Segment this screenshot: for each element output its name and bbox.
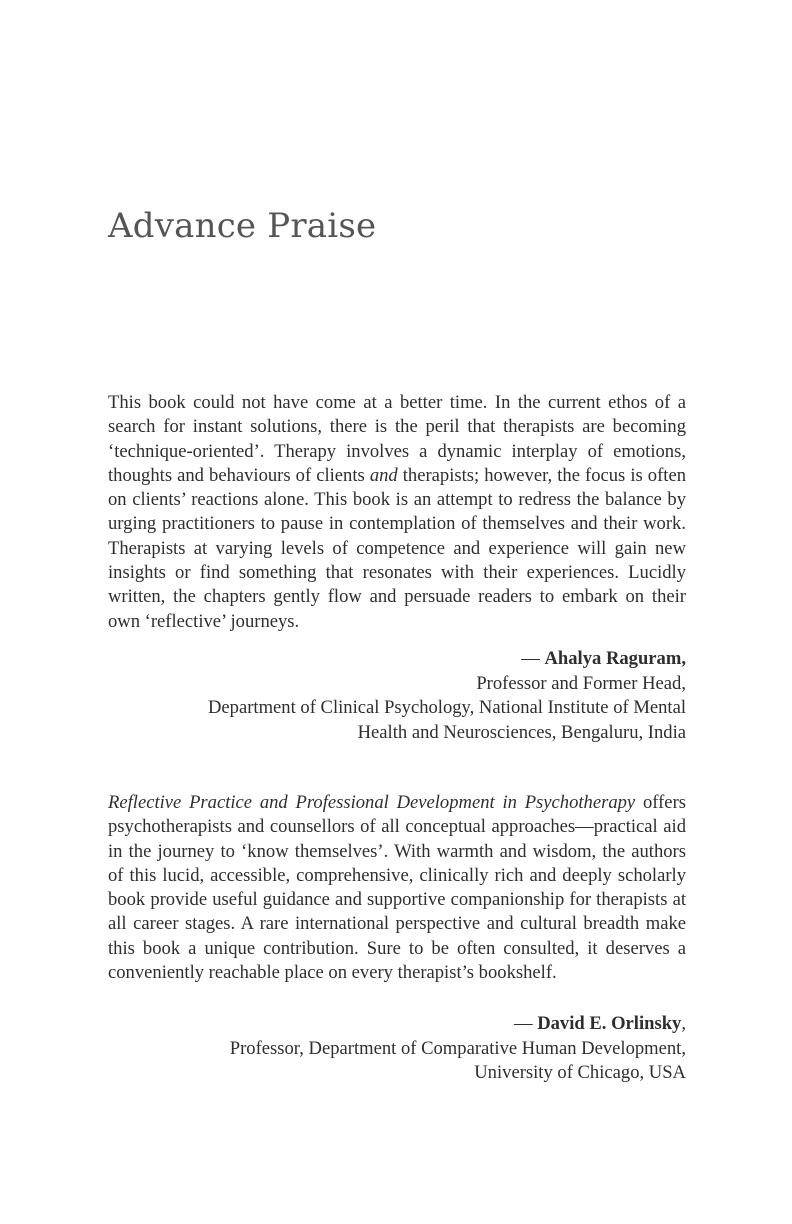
praise-text: This book could not have come at a better time. In the current ethos of a search for instant solutions, there is the peril that therapists are becoming ‘technique-oriented’. Therapy involves a dynamic interplay of emotions, thoughts and behaviours of clients: [108, 392, 686, 486]
attribution-name: Ahalya Raguram,: [544, 648, 686, 669]
praise-text-emphasis: and: [369, 464, 398, 486]
dash: —: [521, 648, 545, 669]
attribution-name: David E. Orlinsky: [537, 1013, 682, 1034]
attribution-affiliation: Health and Neurosciences, Bengaluru, India: [357, 721, 686, 743]
book-title: Reflective Practice and Professional Development in Psychotherapy: [108, 792, 636, 813]
attribution-name-line: [108, 647, 686, 672]
attribution-1: [108, 647, 686, 745]
page-title: Advance Praise: [108, 206, 377, 246]
dash: —: [513, 1013, 538, 1034]
praise-paragraph-2: [108, 791, 686, 985]
praise-text: therapists; however, the focus is often on clients’ reactions alone. This book is an attempt to redress the balance by urging practitioners to pause in contemplation of themselves and their work. Therapists at varying levels of competence and experience will gain new insights or find something that resonates with their experiences. Lucidly written, the chapters gently flow and persuade readers to embark on their own ‘reflective’ journeys.: [108, 464, 686, 632]
comma: ,: [681, 1013, 686, 1034]
attribution-name-line: [108, 1012, 686, 1037]
praise-text: offers psychotherapists and counsellors of all conceptual approaches—practical aid in the journey to ‘know themselves’. With warmth and wisdom, the authors of this lucid, accessible, comprehensive, clinically rich and deeply scholarly book provide useful guidance and supportive companionship for therapists at all career stages. A rare international perspective and cultural breadth make this book a unique contribution. Sure to be often consulted, it deserves a conveniently reachable place on every therapist’s bookshelf.: [108, 792, 686, 984]
praise-paragraph-1: [108, 391, 686, 634]
attribution-2: [108, 1012, 686, 1086]
attribution-affiliation: Professor, Department of Comparative Human Development,: [229, 1037, 686, 1059]
attribution-affiliation: Professor and Former Head,: [476, 672, 686, 694]
attribution-affiliation: University of Chicago, USA: [474, 1062, 686, 1084]
attribution-affiliation: Department of Clinical Psychology, National Institute of Mental: [208, 697, 686, 719]
